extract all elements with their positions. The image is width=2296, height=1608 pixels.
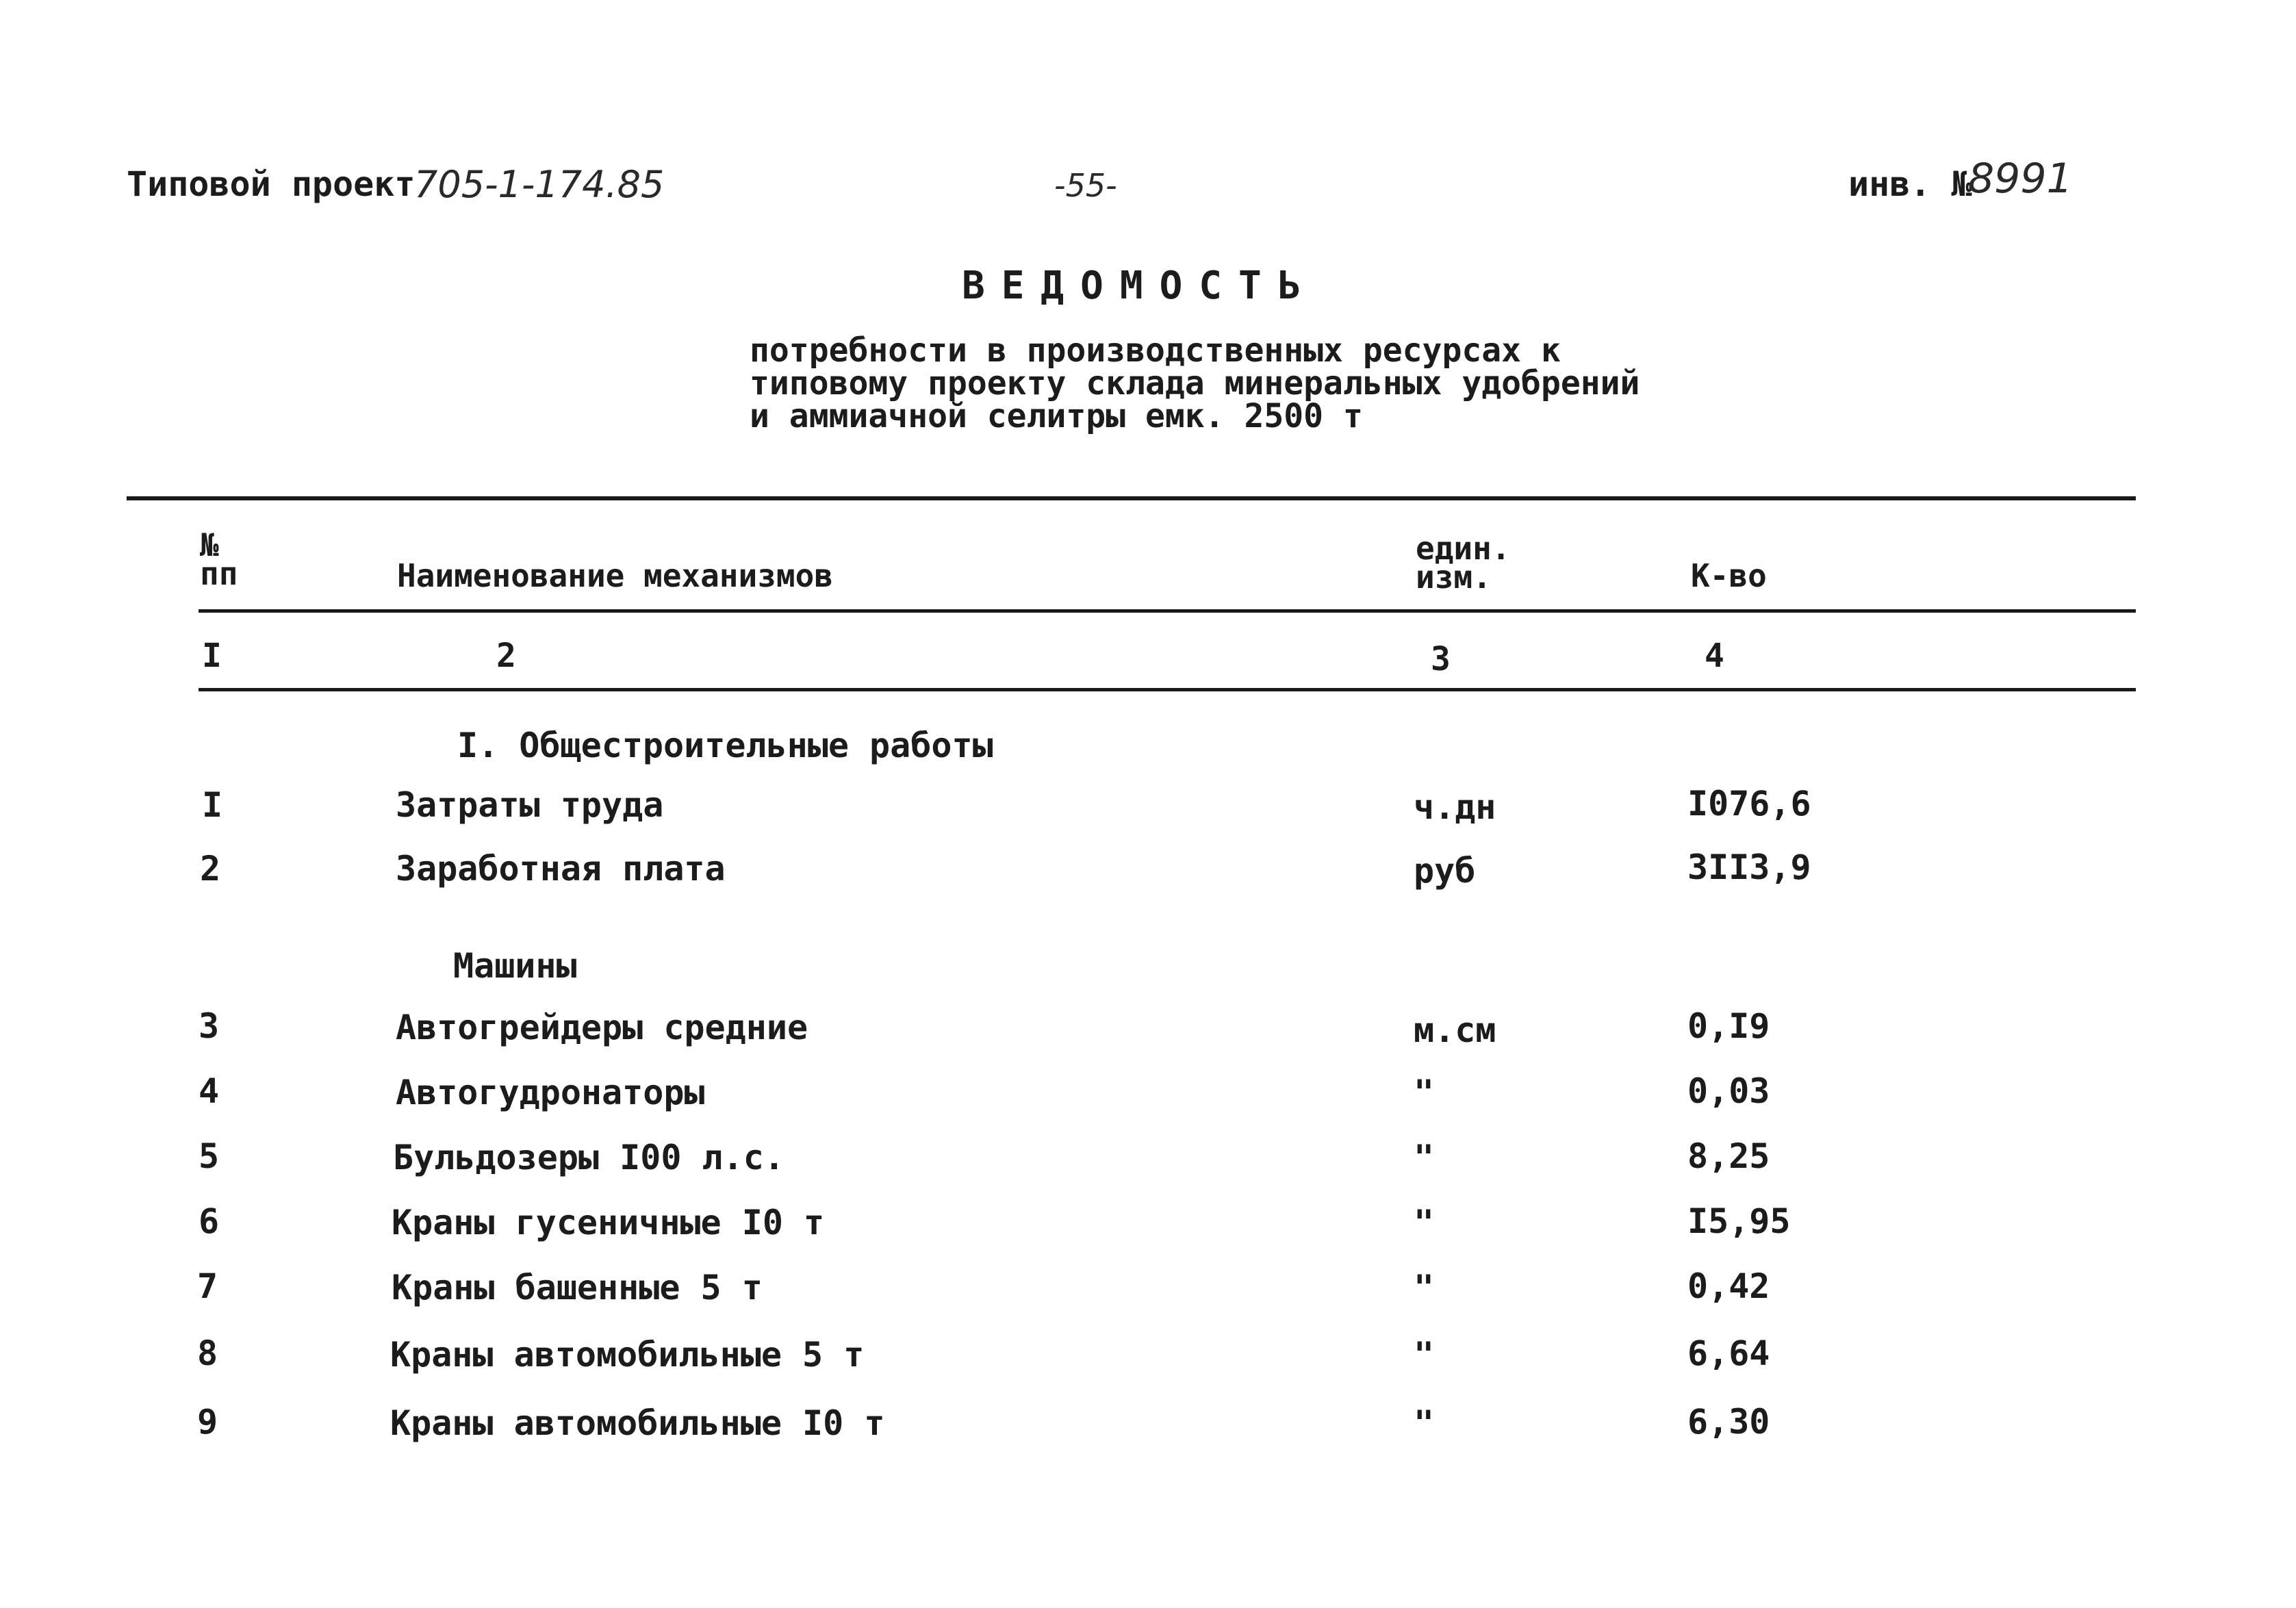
row-name: Краны автомобильные 5 т <box>390 1335 865 1375</box>
row-number: 9 <box>197 1402 218 1442</box>
column-numbers-rule <box>199 688 2136 691</box>
row-number: 8 <box>197 1333 218 1373</box>
subtitle-line: потребности в производственных ресурсах к <box>750 331 1561 370</box>
project-number: 705-1-174.85 <box>414 163 665 206</box>
row-name: Бульдозеры I00 л.с. <box>393 1138 785 1177</box>
header-number-column: № пп <box>200 526 238 592</box>
page-number: -55- <box>1054 167 1117 204</box>
row-name: Автогудронаторы <box>396 1073 705 1112</box>
row-quantity: 6,30 <box>1687 1402 1770 1442</box>
subtitle-line: и аммиачной селитры емк. 2500 т <box>750 397 1363 435</box>
row-unit: м.см <box>1414 1010 1496 1050</box>
row-unit: " <box>1414 1335 1435 1375</box>
row-number: 2 <box>200 849 221 889</box>
row-name: Краны автомобильные I0 т <box>390 1403 885 1443</box>
row-name: Краны башенные 5 т <box>392 1268 763 1307</box>
row-name: Затраты труда <box>396 785 664 825</box>
row-quantity: 3II3,9 <box>1687 847 1811 887</box>
subsection-title: Машины <box>453 946 577 986</box>
row-number: I <box>202 785 223 825</box>
row-quantity: 0,42 <box>1687 1266 1770 1306</box>
row-quantity: 0,03 <box>1687 1071 1770 1111</box>
row-name: Автогрейдеры средние <box>396 1008 808 1047</box>
row-quantity: 0,I9 <box>1687 1006 1770 1046</box>
row-number: 6 <box>199 1201 220 1241</box>
header-name-column: Наименование механизмов <box>397 557 833 594</box>
inventory-number: 8991 <box>1968 155 2073 203</box>
row-unit: руб <box>1414 851 1476 891</box>
row-name: Краны гусеничные I0 т <box>392 1203 825 1242</box>
subtitle-line: типовому проекту склада минеральных удобрений <box>750 364 1640 403</box>
row-quantity: 8,25 <box>1687 1136 1770 1176</box>
header-unit-column: един. изм. <box>1416 530 1511 596</box>
column-number: 3 <box>1431 640 1451 678</box>
row-number: 5 <box>199 1136 220 1176</box>
row-name: Заработная плата <box>396 849 726 889</box>
row-number: 7 <box>197 1266 218 1306</box>
section-title: I. Общестроительные работы <box>457 726 993 765</box>
table-top-rule <box>127 496 2136 500</box>
row-unit: " <box>1414 1203 1435 1242</box>
row-unit: " <box>1414 1403 1435 1443</box>
header-quantity-column: К-во <box>1691 557 1767 594</box>
header-bottom-rule <box>199 609 2136 613</box>
row-number: 4 <box>199 1071 220 1111</box>
row-quantity: 6,64 <box>1687 1333 1770 1373</box>
row-quantity: I5,95 <box>1687 1201 1791 1241</box>
project-label: Типовой проект <box>127 164 416 204</box>
column-number: 4 <box>1705 637 1724 675</box>
inventory-label: инв. № <box>1848 164 1972 204</box>
column-number: I <box>202 637 222 675</box>
row-quantity: I076,6 <box>1687 784 1811 824</box>
column-number: 2 <box>496 637 516 675</box>
document-title: ВЕДОМОСТЬ <box>962 264 1318 308</box>
row-number: 3 <box>199 1006 220 1046</box>
row-unit: ч.дн <box>1414 787 1496 827</box>
row-unit: " <box>1414 1073 1435 1112</box>
row-unit: " <box>1414 1138 1435 1177</box>
row-unit: " <box>1414 1268 1435 1307</box>
document-subtitle <box>750 331 1640 435</box>
